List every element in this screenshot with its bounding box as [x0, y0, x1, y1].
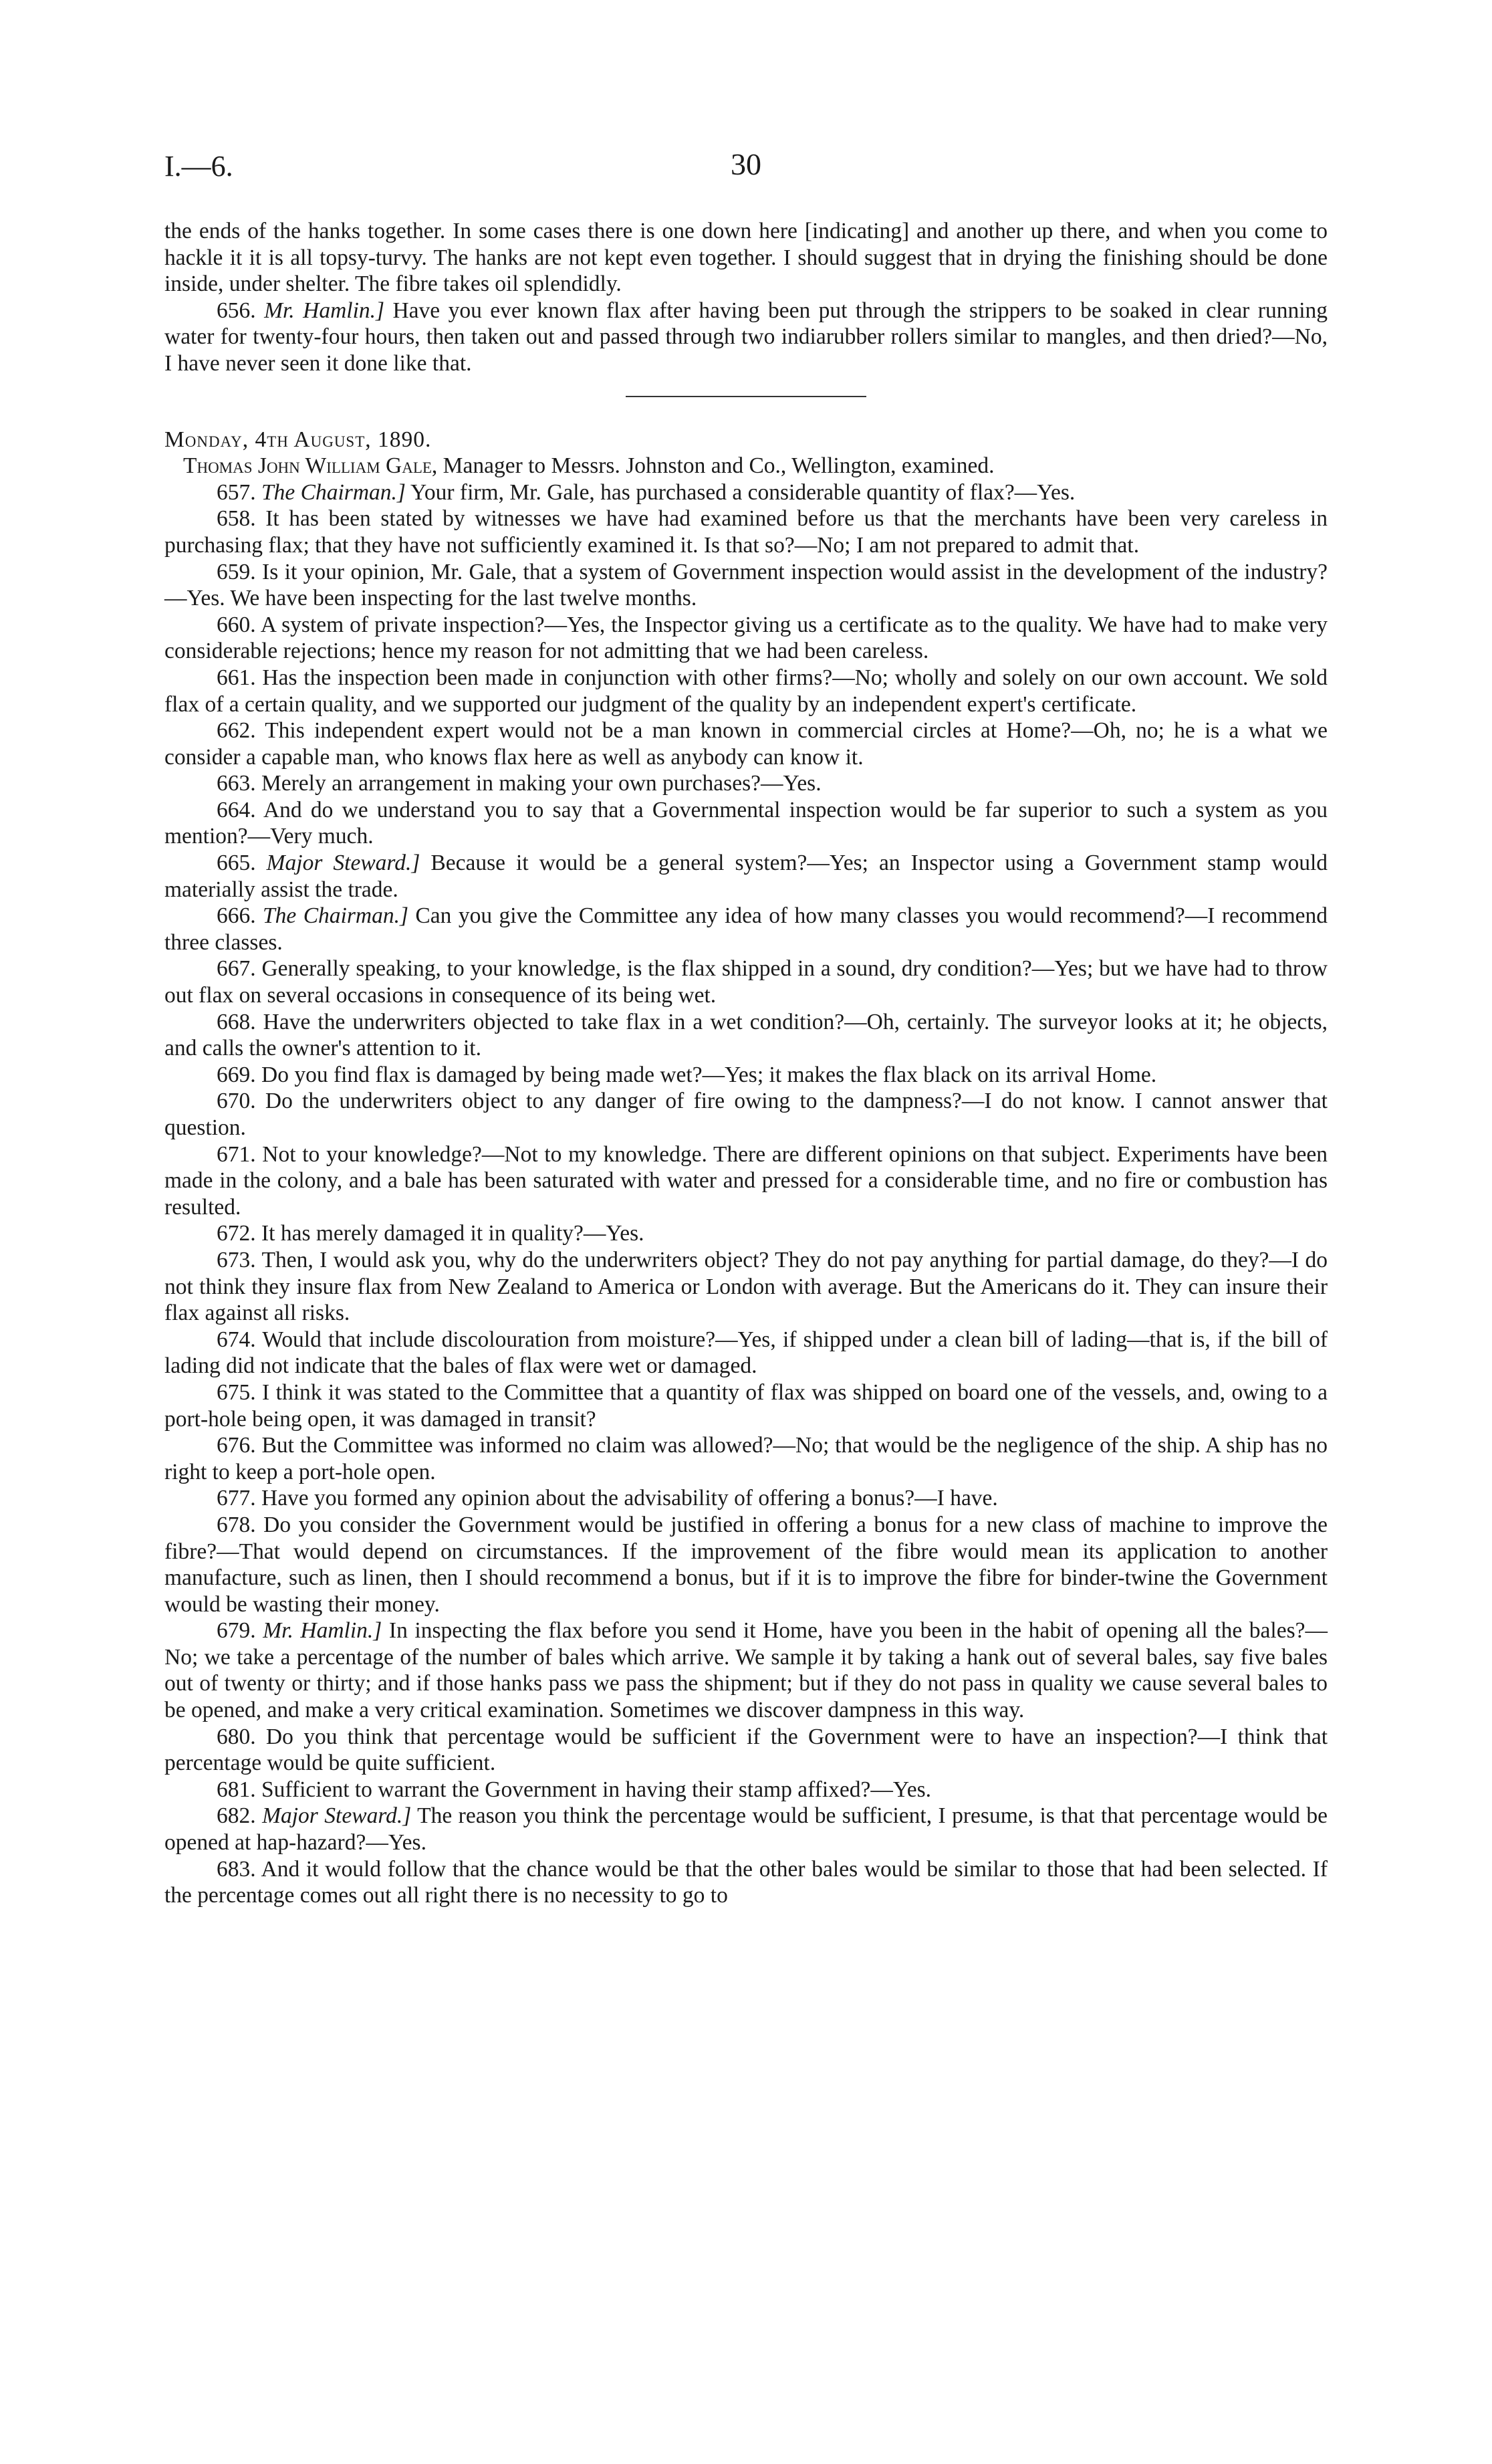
- question-670: 670. Do the underwriters object to any danger of fire owing to the dampness?—I do not know. I cannot answer that question.: [164, 1089, 1328, 1140]
- question-682: [164, 1803, 1328, 1856]
- page-number: 30: [731, 147, 761, 181]
- question-668: 668. Have the underwriters objected to take flax in a wet condition?—Oh, certainly. The surveyor looks at it; he objects, and calls the owner's attention to it.: [164, 1009, 1328, 1061]
- question-679: [164, 1617, 1328, 1723]
- question-681: 681. Sufficient to warrant the Government in having their stamp affixed?—Yes.: [217, 1777, 931, 1802]
- question-text: The reason you think the percentage would be sufficient, I presume, is that that percentage would be opened at hap-hazard?—Yes.: [164, 1803, 1328, 1856]
- question-673: 673. Then, I would ask you, why do the underwriters object? They do not pay anything for partial damage, do they?—I do not think they insure flax from New Zealand to America or London with average. But the Americans do it. They can insure their flax against all risks.: [164, 1247, 1328, 1326]
- question-number: 665.: [217, 851, 256, 876]
- section-divider: [626, 396, 866, 397]
- question-669: 669. Do you find flax is damaged by being made wet?—Yes; it makes the flax black on its arrival Home.: [217, 1062, 1157, 1087]
- question-672: 672. It has merely damaged it in quality?—Yes.: [217, 1221, 644, 1246]
- speaker-name: Major Steward.]: [262, 1803, 412, 1829]
- speaker-name: The Chairman.]: [261, 479, 406, 505]
- question-text: Because it would be a general system?—Yes; an Inspector using a Government stamp would materially assist the trade.: [164, 851, 1328, 902]
- question-667: 667. Generally speaking, to your knowledge, is the flax shipped in a sound, dry condition?—Yes; but we have had to throw out flax on several occasions in consequence of its being wet.: [164, 956, 1328, 1008]
- question-677: 677. Have you formed any opinion about the advisability of offering a bonus?—I have.: [217, 1486, 998, 1511]
- question-number: 679.: [217, 1618, 256, 1644]
- question-662: 662. This independent expert would not be a man known in commercial circles at Home?—Oh, no; he is a what we consider a capable man, who knows flax here as well as anybody can know it.: [164, 718, 1328, 770]
- question-text: In inspecting the flax before you send it Home, have you been in the habit of opening all the bales?—No; we take a percentage of the number of bales which arrive. We sample it by taking a hank out of several bales, say five bales out of twenty or thirty; and if those hanks pass we pass the shipment; but if they do not pass in quality we cause several bales to be opened, and make a very critical examination. Sometimes we discover dampness in this way.: [164, 1618, 1328, 1723]
- speaker-name: Mr. Hamlin.]: [264, 298, 385, 323]
- question-660: 660. A system of private inspection?—Yes, the Inspector giving us a certificate as to the quality. We have had to make very considerable rejections; hence my reason for not admitting that we had been careless.: [164, 612, 1328, 664]
- question-number: 682.: [217, 1803, 256, 1829]
- question-number: 666.: [217, 903, 256, 929]
- question-664: 664. And do we understand you to say that a Governmental inspection would be far superior to such a system as you mention?—Very much.: [164, 797, 1328, 849]
- question-671: 671. Not to your knowledge?—Not to my knowledge. There are different opinions on that subject. Experiments have been made in the colony, and a bale has been saturated with water and pressed for a considerable time, and no fire or combustion has resulted.: [164, 1141, 1328, 1220]
- witness-name: Thomas John William Gale,: [183, 453, 438, 479]
- document-reference: I.—6.: [164, 150, 233, 183]
- question-680: 680. Do you think that percentage would be sufficient if the Government were to have an inspection?—I think that percentage would be quite sufficient.: [164, 1724, 1328, 1776]
- question-656: [164, 298, 1328, 377]
- question-674: 674. Would that include discolouration from moisture?—Yes, if shipped under a clean bill of lading—that is, if the bill of lading did not indicate that the bales of flax were wet or damaged.: [164, 1327, 1328, 1379]
- question-675: 675. I think it was stated to the Committee that a quantity of flax was shipped on board one of the vessels, and, owing to a port-hole being open, it was damaged in transit?: [164, 1379, 1328, 1432]
- question-683: 683. And it would follow that the chance would be that the other bales would be similar to those that had been selected. If the percentage comes out all right there is no necessity to go to: [164, 1856, 1328, 1908]
- question-678: 678. Do you consider the Government would be justified in offering a bonus for a new class of machine to improve the fibre?—That would depend on circumstances. If the improvement of the fibre would mean its application to another manufacture, such as linen, then I should recommend a bonus, but if it is to improve the fibre for binder-twine the Government would be wasting their money.: [164, 1512, 1328, 1617]
- question-676: 676. But the Committee was informed no claim was allowed?—No; that would be the negligence of the ship. A ship has no right to keep a port-hole open.: [164, 1433, 1328, 1484]
- question-number: 657.: [217, 479, 256, 505]
- speaker-name: The Chairman.]: [263, 903, 409, 929]
- question-text: Have you ever known flax after having been put through the strippers to be soaked in clear running water for twenty-four hours, then taken out and passed through two indiarubber rollers similar to mangles, and then dried?—No, I have never seen it done like that.: [164, 298, 1328, 376]
- witness-description: Manager to Messrs. Johnston and Co., Wellington, examined.: [437, 453, 995, 479]
- question-663: 663. Merely an arrangement in making your own purchases?—Yes.: [217, 771, 822, 796]
- question-661: 661. Has the inspection been made in conjunction with other firms?—No; wholly and solely on our own account. We sold flax of a certain quality, and we supported our judgment of the quality by an independent expert's certificate.: [164, 665, 1328, 717]
- question-665: [164, 850, 1328, 903]
- question-number: 656.: [217, 298, 256, 323]
- question-666: [164, 903, 1328, 956]
- witness-heading: [164, 453, 1328, 479]
- page-header: [164, 137, 1328, 184]
- question-text: Can you give the Committee any idea of how many classes you would recommend?—I recommend three classes.: [164, 903, 1328, 955]
- question-657: [164, 479, 1328, 506]
- question-658: 658. It has been stated by witnesses we have had examined before us that the merchants have been very careless in purchasing flax; that they have not sufficiently examined it. Is that so?—No; I am not prepared to admit that.: [164, 506, 1328, 558]
- question-text: Your firm, Mr. Gale, has purchased a considerable quantity of flax?—Yes.: [405, 479, 1076, 505]
- speaker-name: Major Steward.]: [266, 851, 420, 876]
- paragraph-continuation: the ends of the hanks together. In some cases there is one down here [indicating] and another up there, and when you come to hackle it it is all topsy-turvy. The hanks are not kept even together. I should suggest that in drying the finishing should be done inside, under shelter. The fibre takes oil splendidly.: [164, 219, 1328, 297]
- speaker-name: Mr. Hamlin.]: [263, 1618, 382, 1644]
- session-date: Monday, 4th August, 1890.: [164, 427, 432, 452]
- document-body: [164, 218, 1328, 1909]
- question-659: 659. Is it your opinion, Mr. Gale, that a system of Government inspection would assist in the development of the industry?—Yes. We have been inspecting for the last twelve months.: [164, 559, 1328, 611]
